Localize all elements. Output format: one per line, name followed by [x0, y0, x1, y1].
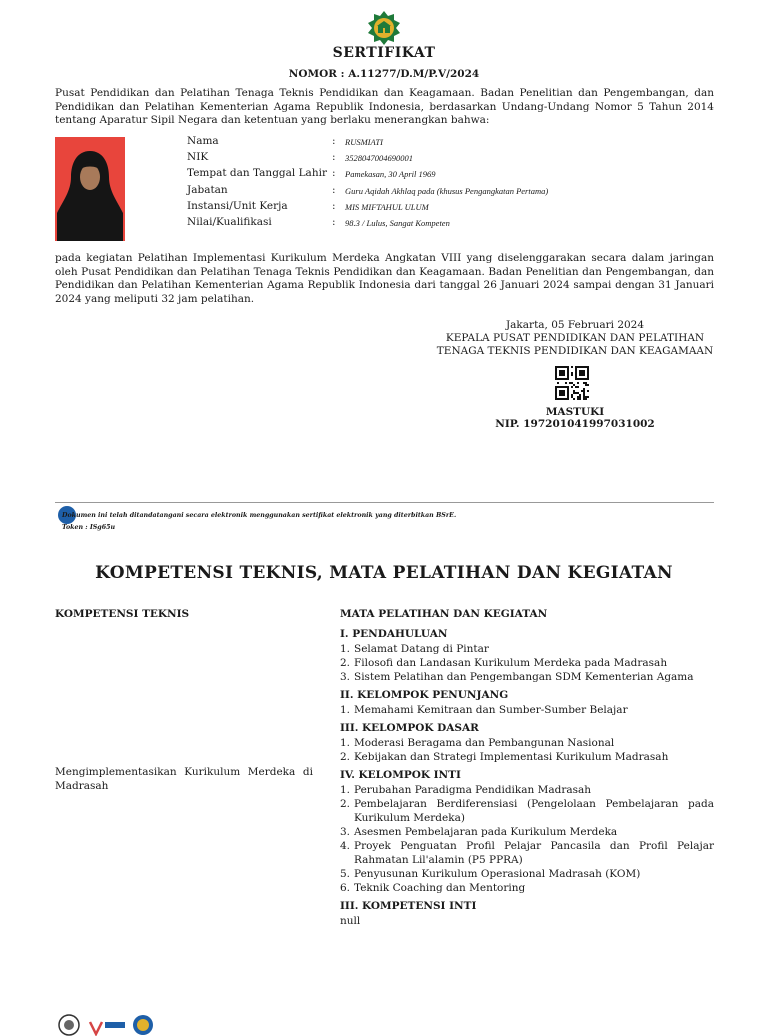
divider [55, 502, 714, 503]
section-title: III. KELOMPOK DASAR [340, 722, 479, 734]
participant-photo [55, 137, 125, 241]
list-item: 2. Pembelajaran Berdiferensiasi (Pengelolaan Pembelajaran pada Kurikulum Merdeka) [340, 798, 714, 824]
list-item: 3. Asesmen Pembelajaran pada Kurikulum Merdeka [340, 826, 618, 838]
token-text: Token : ISg65u [62, 524, 116, 531]
field-label: Instansi/Unit Kerja [187, 199, 288, 212]
field-value: 3528047004690001 [345, 153, 413, 164]
field-value: Guru Aqidah Akhlaq pada (khusus Pengangkatan Pertama) [345, 185, 549, 196]
technical-competence-text: Mengimplementasikan Kurikulum Merdeka di Madrasah [55, 766, 313, 792]
list-item: 1. Moderasi Beragama dan Pembangunan Nasional [340, 737, 615, 749]
list-item: 1. Selamat Datang di Pintar [340, 643, 489, 655]
section-list [340, 783, 714, 895]
section-list [340, 736, 714, 764]
signer-name: MASTUKI [545, 406, 605, 418]
qr-code-icon [555, 366, 589, 400]
list-item: 3. Sistem Pelatihan dan Pengembangan SDM Kementerian Agama [340, 671, 694, 683]
list-item: 5. Penyusunan Kurikulum Operasional Madrasah (KOM) [340, 868, 641, 880]
footer-emblem-icon [58, 1014, 80, 1036]
section-title: IV. KELOMPOK INTI [340, 769, 461, 781]
section-list [340, 703, 714, 717]
footer-brand-logo-icon [88, 1014, 128, 1036]
competence-title: KOMPETENSI TEKNIS, MATA PELATIHAN DAN KEGIATAN [95, 563, 673, 583]
list-item: 1. Memahami Kemitraan dan Sumber-Sumber Belajar [340, 704, 628, 716]
field-label: Tempat dan Tanggal Lahir [187, 167, 327, 180]
field-value: 98.3 / Lulus, Sangat Kompeten [345, 217, 450, 228]
signer-nip: NIP. 197201041997031002 [495, 418, 655, 430]
field-label: Nama [187, 135, 219, 147]
body-paragraph: pada kegiatan Pelatihan Implementasi Kurikulum Merdeka Angkatan VIII yang diselenggarakan secara dalam jaringan oleh Pusat Pendidikan dan Pelatihan Tenaga Teknis Pendidikan dan Keagamaan. Badan Penelitian dan Pengembangan, dan Pendidikan dan Pelatihan Kementerian Agama Republik Indonesia dari tanggal 26 Januari 2024 sampai dengan 31 Januari 2024 yang meliputi 32 jam pelatihan. [55, 252, 714, 305]
field-label: Nilai/Kualifikasi [187, 215, 272, 228]
certificate-number: NOMOR : A.11277/D.M/P.V/2024 [288, 68, 480, 80]
list-item: 2. Filosofi dan Landasan Kurikulum Merdeka pada Madrasah [340, 657, 668, 669]
section-title: I. PENDAHULUAN [340, 628, 448, 640]
field-value: Pamekasan, 30 April 1969 [345, 169, 436, 180]
null-text: null [340, 915, 361, 927]
list-item: 2. Kebijakan dan Strategi Implementasi Kurikulum Madrasah [340, 751, 669, 763]
person-silhouette-icon [55, 137, 125, 241]
kemenag-emblem-icon [366, 10, 402, 46]
field-label: Jabatan [187, 183, 228, 196]
field-label: NIK [187, 151, 209, 164]
signature-place-date: Jakarta, 05 Februari 2024 [505, 319, 645, 331]
section-title: II. KELOMPOK PENUNJANG [340, 689, 509, 701]
field-value: MIS MIFTAHUL ULUM [345, 201, 429, 212]
competence-left-header: KOMPETENSI TEKNIS [55, 608, 190, 620]
e-signature-note: Dokumen ini telah ditandatangani secara elektronik menggunakan sertifikat elektronik yang diterbitkan BSrE. [62, 512, 457, 519]
signature-position-line1: KEPALA PUSAT PENDIDIKAN DAN PELATIHAN [445, 332, 705, 344]
field-value: RUSMIATI [345, 137, 383, 147]
section-title: III. KOMPETENSI INTI [340, 900, 477, 912]
training-subjects [340, 627, 714, 928]
section-list [340, 642, 714, 684]
list-item: 4. Proyek Penguatan Profil Pelajar Pancasila dan Profil Pelajar Rahmatan Lil'alamin (P5 PPRA) [340, 840, 714, 866]
certificate-title: SERTIFIKAT [332, 45, 436, 61]
list-item: 1. Perubahan Paradigma Pendidikan Madrasah [340, 784, 592, 796]
competence-right-header: MATA PELATIHAN DAN KEGIATAN [340, 608, 548, 620]
footer-seal-icon [132, 1014, 154, 1036]
intro-paragraph: Pusat Pendidikan dan Pelatihan Tenaga Teknis Pendidikan dan Keagamaan. Badan Penelitian dan Pengembangan, dan Pendidikan dan Pelatihan Kementerian Agama Republik Indonesia, berdasarkan Undang-Undang Nomor 5 Tahun 2014 tentang Aparatur Sipil Negara dan ketentuan yang berlaku menerangkan bahwa: [55, 87, 714, 127]
list-item: 6. Teknik Coaching dan Mentoring [340, 882, 526, 894]
signature-position-line2: TENAGA TEKNIS PENDIDIKAN DAN KEAGAMAAN [436, 345, 714, 357]
